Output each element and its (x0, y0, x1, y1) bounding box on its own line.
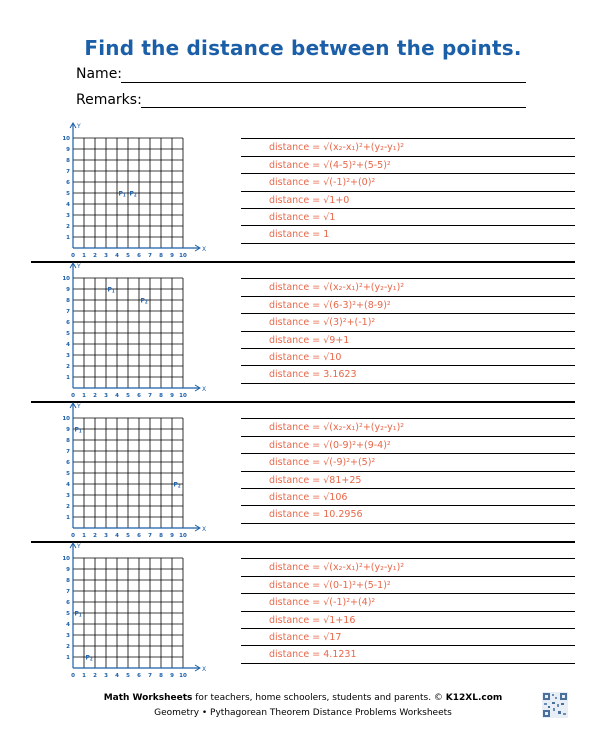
writing-line[interactable] (241, 418, 575, 419)
x-tick-label: 10 (179, 673, 187, 679)
writing-line[interactable] (241, 558, 575, 559)
writing-line[interactable] (241, 523, 575, 524)
writing-line[interactable] (241, 138, 575, 139)
point-label: P1 (118, 190, 126, 198)
x-tick-label: 0 (71, 253, 75, 259)
x-tick-label: 9 (170, 393, 174, 399)
y-tick-label: 10 (62, 136, 70, 142)
x-tick-label: 7 (148, 253, 152, 259)
x-tick-label: 10 (179, 393, 187, 399)
remarks-underline[interactable] (141, 107, 526, 108)
x-axis-label: X (202, 386, 207, 393)
writing-line[interactable] (241, 296, 575, 297)
name-underline[interactable] (121, 82, 526, 83)
answer-area (241, 541, 575, 681)
y-tick-label: 1 (66, 515, 70, 521)
solution-step: distance = √1+0 (269, 195, 350, 206)
x-tick-label: 2 (93, 673, 97, 679)
x-tick-label: 9 (170, 253, 174, 259)
x-tick-label: 1 (82, 533, 86, 539)
solution-step: distance = 3.1623 (269, 369, 357, 380)
point-label: P1 (74, 610, 82, 618)
coordinate-grid (60, 121, 207, 259)
y-tick-label: 3 (66, 353, 70, 359)
x-tick-label: 1 (82, 253, 86, 259)
x-tick-label: 5 (126, 253, 130, 259)
x-tick-label: 9 (170, 533, 174, 539)
solution-step: distance = √1 (269, 212, 336, 223)
y-tick-label: 1 (66, 235, 70, 241)
solution-step: distance = √(x₂-x₁)²+(y₂-y₁)² (269, 562, 405, 573)
point-label: P2 (129, 190, 137, 198)
page-title: Find the distance between the points. (84, 36, 522, 60)
y-tick-label: 7 (66, 449, 70, 455)
y-tick-label: 2 (66, 224, 70, 230)
coordinate-grid (60, 401, 207, 539)
solution-step: distance = √(0-1)²+(5-1)² (269, 580, 391, 591)
y-tick-label: 6 (66, 180, 70, 186)
remarks-label: Remarks: (76, 92, 142, 108)
writing-line[interactable] (241, 645, 575, 646)
y-tick-label: 4 (66, 342, 70, 348)
y-tick-label: 5 (66, 191, 70, 197)
x-tick-label: 5 (126, 673, 130, 679)
writing-line[interactable] (241, 365, 575, 366)
writing-line[interactable] (241, 576, 575, 577)
point-label: P2 (85, 654, 93, 662)
name-label: Name: (76, 66, 123, 82)
x-tick-label: 4 (115, 393, 119, 399)
x-tick-label: 8 (159, 393, 163, 399)
footer-line (0, 693, 606, 703)
y-tick-label: 9 (66, 427, 70, 433)
y-tick-label: 2 (66, 364, 70, 370)
x-tick-label: 6 (137, 393, 141, 399)
qr-code-icon (542, 692, 568, 718)
y-tick-label: 3 (66, 493, 70, 499)
solution-step: distance = √(x₂-x₁)²+(y₂-y₁)² (269, 422, 405, 433)
writing-line[interactable] (241, 453, 575, 454)
writing-line[interactable] (241, 243, 575, 244)
y-tick-label: 2 (66, 504, 70, 510)
solution-step: distance = √(-1)²+(0)² (269, 177, 376, 188)
y-axis-label: Y (77, 123, 81, 130)
solution-step: distance = 4.1231 (269, 649, 357, 660)
y-tick-label: 8 (66, 438, 70, 444)
y-tick-label: 7 (66, 309, 70, 315)
y-tick-label: 9 (66, 287, 70, 293)
solution-step: distance = √(6-3)²+(8-9)² (269, 300, 391, 311)
x-tick-label: 3 (104, 253, 108, 259)
x-tick-label: 4 (115, 673, 119, 679)
y-tick-label: 1 (66, 375, 70, 381)
solution-step: distance = √(x₂-x₁)²+(y₂-y₁)² (269, 282, 405, 293)
solution-step: distance = √106 (269, 492, 348, 503)
x-axis-label: X (202, 246, 207, 253)
solution-step: distance = √17 (269, 632, 342, 643)
y-tick-label: 5 (66, 331, 70, 337)
coordinate-grid (60, 261, 207, 399)
x-tick-label: 3 (104, 533, 108, 539)
problem-block (0, 541, 606, 681)
x-tick-label: 2 (93, 393, 97, 399)
solution-step: distance = √1+16 (269, 615, 356, 626)
solution-step: distance = √(3)²+(-1)² (269, 317, 376, 328)
writing-line[interactable] (241, 278, 575, 279)
x-tick-label: 4 (115, 533, 119, 539)
problem-block (0, 121, 606, 261)
solution-step: distance = √(0-9)²+(9-4)² (269, 440, 391, 451)
answer-area (241, 401, 575, 541)
x-tick-label: 8 (159, 673, 163, 679)
writing-line[interactable] (241, 593, 575, 594)
x-tick-label: 0 (71, 533, 75, 539)
solution-step: distance = √81+25 (269, 475, 362, 486)
y-tick-label: 6 (66, 600, 70, 606)
x-tick-label: 10 (179, 253, 187, 259)
y-axis-label: Y (77, 263, 81, 270)
point-label: P2 (140, 297, 148, 305)
coordinate-grid (60, 541, 207, 679)
solution-step: distance = √(4-5)²+(5-5)² (269, 160, 391, 171)
writing-line[interactable] (241, 611, 575, 612)
writing-line[interactable] (241, 313, 575, 314)
x-tick-label: 2 (93, 533, 97, 539)
y-tick-label: 9 (66, 147, 70, 153)
x-axis-label: X (202, 526, 207, 533)
answer-area (241, 261, 575, 401)
x-axis-label: X (202, 666, 207, 673)
answer-area (241, 121, 575, 261)
x-tick-label: 8 (159, 533, 163, 539)
solution-step: distance = √(-9)²+(5)² (269, 457, 376, 468)
x-tick-label: 3 (104, 393, 108, 399)
y-tick-label: 1 (66, 655, 70, 661)
x-tick-label: 1 (82, 673, 86, 679)
y-tick-label: 7 (66, 169, 70, 175)
y-tick-label: 8 (66, 298, 70, 304)
writing-line[interactable] (241, 156, 575, 157)
solution-step: distance = √(x₂-x₁)²+(y₂-y₁)² (269, 142, 405, 153)
writing-line[interactable] (241, 191, 575, 192)
writing-line[interactable] (241, 436, 575, 437)
writing-line[interactable] (241, 225, 575, 226)
problem-block (0, 261, 606, 401)
point-label: P1 (107, 286, 115, 294)
writing-line[interactable] (241, 383, 575, 384)
solution-step: distance = √(-1)²+(4)² (269, 597, 376, 608)
y-tick-label: 2 (66, 644, 70, 650)
solution-step: distance = √10 (269, 352, 342, 363)
solution-step: distance = 1 (269, 229, 330, 240)
y-tick-label: 5 (66, 471, 70, 477)
point-label: P2 (173, 481, 181, 489)
writing-line[interactable] (241, 331, 575, 332)
y-tick-label: 7 (66, 589, 70, 595)
x-tick-label: 2 (93, 253, 97, 259)
y-tick-label: 9 (66, 567, 70, 573)
writing-line[interactable] (241, 628, 575, 629)
writing-line[interactable] (241, 505, 575, 506)
x-tick-label: 9 (170, 673, 174, 679)
solution-step: distance = √9+1 (269, 335, 350, 346)
problem-block (0, 401, 606, 541)
x-tick-label: 6 (137, 673, 141, 679)
x-tick-label: 10 (179, 533, 187, 539)
y-tick-label: 6 (66, 460, 70, 466)
footer-brand: Math Worksheets (103, 693, 193, 703)
footer-tagline: for teachers, home schoolers, students and parents. © (192, 693, 446, 703)
writing-line[interactable] (241, 208, 575, 209)
point-label: P1 (74, 426, 82, 434)
x-tick-label: 7 (148, 533, 152, 539)
x-tick-label: 5 (126, 393, 130, 399)
x-tick-label: 5 (126, 533, 130, 539)
y-axis-label: Y (77, 403, 81, 410)
y-tick-label: 10 (62, 556, 70, 562)
x-tick-label: 0 (71, 673, 75, 679)
writing-line[interactable] (241, 663, 575, 664)
x-tick-label: 6 (137, 253, 141, 259)
x-tick-label: 7 (148, 393, 152, 399)
y-axis-label: Y (77, 543, 81, 550)
x-tick-label: 7 (148, 673, 152, 679)
writing-line[interactable] (241, 348, 575, 349)
y-tick-label: 10 (62, 416, 70, 422)
x-tick-label: 4 (115, 253, 119, 259)
x-tick-label: 6 (137, 533, 141, 539)
y-tick-label: 3 (66, 633, 70, 639)
y-tick-label: 8 (66, 578, 70, 584)
y-tick-label: 4 (66, 482, 70, 488)
writing-line[interactable] (241, 173, 575, 174)
y-tick-label: 3 (66, 213, 70, 219)
footer-site[interactable]: K12XL.com (445, 693, 503, 703)
x-tick-label: 3 (104, 673, 108, 679)
y-tick-label: 10 (62, 276, 70, 282)
y-tick-label: 4 (66, 622, 70, 628)
writing-line[interactable] (241, 471, 575, 472)
y-tick-label: 5 (66, 611, 70, 617)
footer-subtitle: Geometry • Pythagorean Theorem Distance Problems Worksheets (154, 708, 452, 718)
x-tick-label: 1 (82, 393, 86, 399)
y-tick-label: 8 (66, 158, 70, 164)
x-tick-label: 8 (159, 253, 163, 259)
solution-step: distance = 10.2956 (269, 509, 363, 520)
writing-line[interactable] (241, 488, 575, 489)
y-tick-label: 4 (66, 202, 70, 208)
y-tick-label: 6 (66, 320, 70, 326)
x-tick-label: 0 (71, 393, 75, 399)
